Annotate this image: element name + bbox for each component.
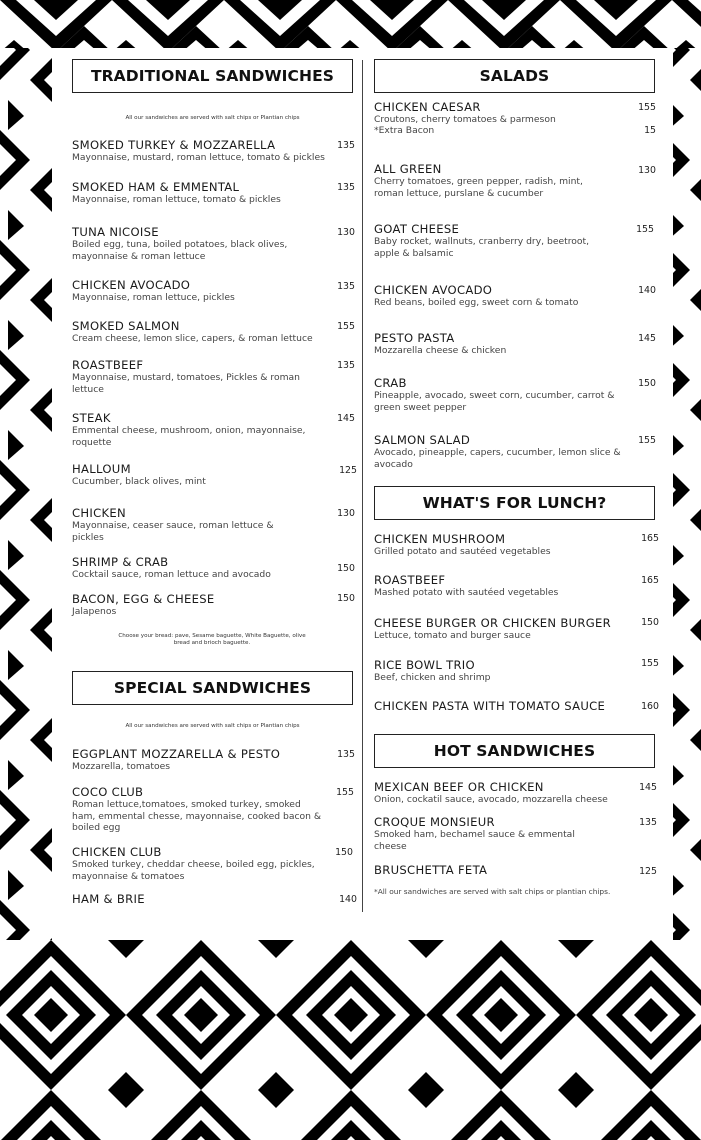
item-description: Cream cheese, lemon slice, capers, & roman lettuce	[72, 333, 313, 344]
item-price: 155	[641, 658, 659, 669]
item-description: Pineapple, avocado, sweet corn, cucumber, carrot & green sweet pepper	[374, 390, 615, 413]
menu-item[interactable]	[72, 785, 327, 834]
item-description: Croutons, cherry tomatoes & parmeson	[374, 114, 556, 125]
item-name: GOAT CHEESE	[374, 222, 460, 236]
item-name: CRAB	[374, 376, 407, 390]
item-name: SALMON SALAD	[374, 433, 471, 447]
menu-item[interactable]	[72, 462, 337, 488]
item-price: 150	[638, 378, 656, 389]
item-name: HALLOUM	[72, 462, 131, 476]
item-name: CROQUE MONSIEUR	[374, 815, 495, 829]
menu-item[interactable]	[374, 433, 624, 470]
extra-bacon-price: 15	[644, 125, 656, 136]
item-price: 135	[337, 281, 355, 292]
menu-item[interactable]	[72, 506, 287, 543]
item-price: 155	[638, 435, 656, 446]
item-description: Mayonnaise, ceaser sauce, roman lettuce & pickles	[72, 520, 274, 543]
item-name: HAM & BRIE	[72, 892, 145, 906]
item-price: 130	[337, 508, 355, 519]
traditional-sandwiches-header: TRADITIONAL SANDWICHES	[72, 59, 353, 93]
item-name: CHICKEN	[72, 506, 127, 520]
item-name: ROASTBEEF	[374, 573, 446, 587]
item-price: 155	[638, 102, 656, 113]
special-chips-note: All our sandwiches are served with salt chips or Plantian chips	[125, 723, 300, 729]
item-price: 160	[641, 701, 659, 712]
item-description: Cucumber, black olives, mint	[72, 476, 206, 487]
item-price: 125	[639, 866, 657, 877]
item-name: SMOKED TURKEY & MOZZARELLA	[72, 138, 276, 152]
item-description: Smoked ham, bechamel sauce & emmental cheese	[374, 829, 575, 852]
salads-header: SALADS	[374, 59, 655, 93]
item-price: 155	[636, 224, 654, 235]
menu-item[interactable]	[374, 780, 629, 806]
item-price: 140	[339, 894, 357, 905]
item-description: Mozzarella cheese & chicken	[374, 345, 507, 356]
item-price: 130	[638, 165, 656, 176]
item-description: Boiled egg, tuna, boiled potatoes, black olives, mayonnaise & roman lettuce	[72, 239, 288, 262]
menu-item[interactable]	[374, 616, 629, 642]
menu-item[interactable]	[374, 222, 609, 259]
menu-item[interactable]	[374, 532, 629, 558]
item-name: CHICKEN CLUB	[72, 845, 162, 859]
item-description: Roman lettuce,tomatoes, smoked turkey, smoked ham, emmental chesse, mayonnaise, cooked bacon & boiled egg	[72, 799, 322, 833]
menu-item[interactable]	[72, 278, 337, 304]
menu-item[interactable]	[72, 555, 337, 581]
menu-item[interactable]	[374, 658, 629, 684]
item-name: RICE BOWL TRIO	[374, 658, 475, 672]
item-description: Mayonnaise, mustard, roman lettuce, tomato & pickles	[72, 152, 325, 163]
item-name: CHICKEN AVOCADO	[72, 278, 191, 292]
menu-item[interactable]	[72, 180, 337, 206]
hot-sandwiches-chips-note: *All our sandwiches are served with salt chips or plantian chips.	[374, 887, 611, 896]
item-description: Emmental cheese, mushroom, onion, mayonnaise, roquette	[72, 425, 306, 448]
item-price: 145	[337, 413, 355, 424]
item-description: Mayonnaise, roman lettuce, pickles	[72, 292, 235, 303]
item-description: Baby rocket, wallnuts, cranberry dry, beetroot, apple & balsamic	[374, 236, 590, 259]
menu-item[interactable]	[72, 225, 322, 262]
item-description: Lettuce, tomato and burger sauce	[374, 630, 531, 641]
item-price: 155	[337, 321, 355, 332]
item-description: Mashed potato with sautéed vegetables	[374, 587, 559, 598]
item-name: CHICKEN AVOCADO	[374, 283, 493, 297]
item-name: CHICKEN MUSHROOM	[374, 532, 506, 546]
item-price: 135	[337, 360, 355, 371]
item-price: 130	[337, 227, 355, 238]
menu-item[interactable]	[72, 358, 322, 395]
menu-item[interactable]	[374, 100, 629, 126]
menu-item[interactable]	[374, 573, 629, 599]
item-description: Mayonnaise, mustard, tomatoes, Pickles & roman lettuce	[72, 372, 300, 395]
hot-sandwiches-header: HOT SANDWICHES	[374, 734, 655, 768]
bread-choice-note: Choose your bread: pave, Sesame baguette, White Baguette, olive bread and brioch baguette.	[118, 633, 306, 646]
item-name: MEXICAN BEEF OR CHICKEN	[374, 780, 544, 794]
item-name: TUNA NICOISE	[72, 225, 159, 239]
item-description: Grilled potato and sautéed vegetables	[374, 546, 551, 557]
item-description: Avocado, pineapple, capers, cucumber, lemon slice & avocado	[374, 447, 621, 470]
item-name: EGGPLANT MOZZARELLA & PESTO	[72, 747, 281, 761]
item-description: Onion, cockatil sauce, avocado, mozzarella cheese	[374, 794, 608, 805]
item-price: 155	[336, 787, 354, 798]
traditional-chips-note: All our sandwiches are served with salt chips or Plantian chips	[125, 115, 300, 121]
item-description: Mozzarella, tomatoes	[72, 761, 171, 772]
item-name: SMOKED HAM & EMMENTAL	[72, 180, 240, 194]
item-description: Red beans, boiled egg, sweet corn & tomato	[374, 297, 579, 308]
item-name: BRUSCHETTA FETA	[374, 863, 488, 877]
item-description: Mayonnaise, roman lettuce, tomato & pickles	[72, 194, 281, 205]
menu-item[interactable]	[72, 592, 337, 618]
item-price: 135	[639, 817, 657, 828]
item-description: Smoked turkey, cheddar cheese, boiled egg, pickles, mayonnaise & tomatoes	[72, 859, 315, 882]
menu-item[interactable]	[374, 331, 629, 357]
item-price: 135	[337, 749, 355, 760]
item-description: Cocktail sauce, roman lettuce and avocado	[72, 569, 271, 580]
item-name: ALL GREEN	[374, 162, 442, 176]
item-price: 125	[339, 465, 357, 476]
item-name: SMOKED SALMON	[72, 319, 180, 333]
item-price: 165	[641, 533, 659, 544]
menu-item[interactable]	[374, 699, 629, 713]
extra-bacon-option: *Extra Bacon	[374, 125, 435, 136]
item-name: CHICKEN CAESAR	[374, 100, 481, 114]
item-price: 150	[337, 563, 355, 574]
item-price: 145	[639, 782, 657, 793]
item-price: 145	[638, 333, 656, 344]
item-name: CHICKEN PASTA WITH TOMATO SAUCE	[374, 699, 606, 713]
whats-for-lunch-header: WHAT'S FOR LUNCH?	[374, 486, 655, 520]
menu-item[interactable]	[374, 162, 614, 199]
item-name: CHEESE BURGER OR CHICKEN BURGER	[374, 616, 612, 630]
item-name: PESTO PASTA	[374, 331, 455, 345]
item-description: Jalapenos	[72, 606, 117, 617]
menu-item[interactable]	[72, 747, 337, 773]
menu-item[interactable]	[72, 845, 330, 882]
item-price: 140	[638, 285, 656, 296]
menu-item[interactable]	[72, 892, 337, 906]
item-price: 150	[641, 617, 659, 628]
item-price: 165	[641, 575, 659, 586]
special-sandwiches-header: SPECIAL SANDWICHES	[72, 671, 353, 705]
item-description: Cherry tomatoes, green pepper, radish, mint, roman lettuce, purslane & cucumber	[374, 176, 583, 199]
item-description: Beef, chicken and shrimp	[374, 672, 491, 683]
item-name: COCO CLUB	[72, 785, 144, 799]
menu-item[interactable]	[374, 863, 629, 877]
menu-item[interactable]	[374, 376, 624, 413]
item-name: ROASTBEEF	[72, 358, 144, 372]
menu-item[interactable]	[72, 138, 337, 164]
item-name: BACON, EGG & CHEESE	[72, 592, 215, 606]
menu-item[interactable]	[374, 815, 594, 852]
item-price: 135	[337, 182, 355, 193]
menu-item[interactable]	[374, 283, 629, 309]
menu-item[interactable]	[72, 411, 327, 448]
item-name: SHRIMP & CRAB	[72, 555, 169, 569]
item-price: 150	[335, 847, 353, 858]
item-price: 150	[337, 593, 355, 604]
item-name: STEAK	[72, 411, 111, 425]
item-price: 135	[337, 140, 355, 151]
column-divider	[362, 60, 363, 912]
menu-item[interactable]	[72, 319, 337, 345]
